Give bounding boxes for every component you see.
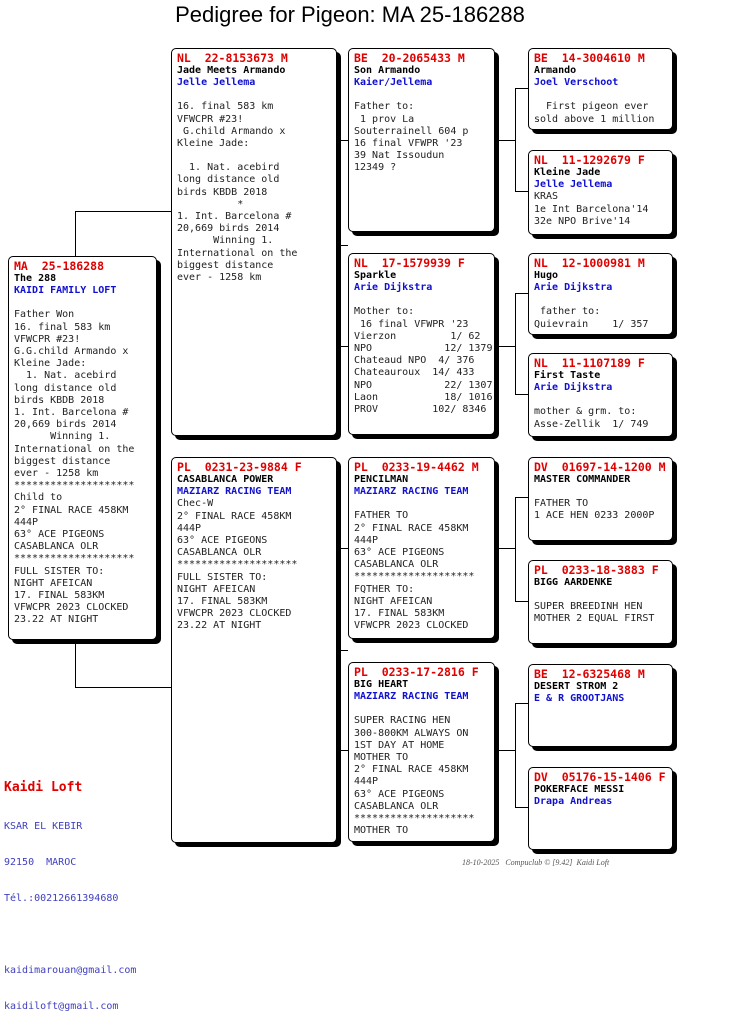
connector-line xyxy=(515,88,528,89)
owner-name: Arie Dijkstra xyxy=(354,282,433,294)
connector-line xyxy=(496,548,515,549)
pigeon-card-sire-sire-sire[interactable] xyxy=(528,48,673,130)
note-line: Mother to: xyxy=(354,306,415,318)
note-line: 16. final 583 km xyxy=(177,101,274,113)
note-line: 20,669 birds 2014 xyxy=(14,419,117,431)
note-line: birds KBDB 2018 xyxy=(14,394,105,406)
note-line: NIGHT AFEICAN xyxy=(14,577,93,589)
note-line: 23.22 AT NIGHT xyxy=(14,614,99,626)
note-line: 1 ACE HEN 0233 2000P xyxy=(534,510,655,522)
email-link[interactable]: kaidiloft@gmail.com xyxy=(4,1001,119,1012)
note-line: ever - 1258 km xyxy=(14,468,99,480)
ring-number: NL 12-1000981 M xyxy=(534,256,645,270)
note-line: 2° FINAL RACE 458KM xyxy=(14,504,129,516)
pigeon-card-sire-dam[interactable] xyxy=(348,253,495,435)
note-line xyxy=(354,294,489,306)
note-line: ******************** xyxy=(14,480,135,492)
note-line: ******************** xyxy=(354,571,475,583)
note-line: 1 prov La xyxy=(354,113,415,125)
note-line: MOTHER 2 EQUAL FIRST xyxy=(534,613,655,625)
note-line: Kleine Jade: xyxy=(14,358,87,370)
owner-name: MAZIARZ RACING TEAM xyxy=(354,691,469,703)
note-line: Chateaud NPO 4/ 376 xyxy=(354,355,475,367)
owner-name: Joel Verschoot xyxy=(534,77,619,89)
connector-line xyxy=(515,293,516,394)
note-line: G.G.child Armando x xyxy=(14,346,129,358)
connector-line xyxy=(75,211,172,212)
note-line: 2° FINAL RACE 458KM xyxy=(354,522,469,534)
note-line: Vierzon 1/ 62 xyxy=(354,330,481,342)
note-line: Quievrain 1/ 357 xyxy=(534,318,649,330)
note-line: Laon 18/ 1016 xyxy=(354,391,493,403)
note-line: 12349 ? xyxy=(354,162,397,174)
note-line: Asse-Zellik 1/ 749 xyxy=(534,418,649,430)
ring-number: PL 0233-17-2816 F xyxy=(354,665,479,679)
pigeon-name: BIG HEART xyxy=(354,679,409,690)
ring-number: MA 25-186288 xyxy=(14,259,105,273)
note-line: birds KBDB 2018 xyxy=(177,186,268,198)
note-line: long distance old xyxy=(177,174,280,186)
note-line: 17. FINAL 583KM xyxy=(14,590,105,602)
ring-number: NL 11-1292679 F xyxy=(534,153,645,167)
note-line: 23.22 AT NIGHT xyxy=(177,620,262,632)
connector-line xyxy=(496,140,515,141)
note-line: 2° FINAL RACE 458KM xyxy=(354,764,469,776)
connector-line xyxy=(515,703,516,807)
note-line xyxy=(177,150,331,162)
note-line: CASABLANCA OLR xyxy=(14,541,99,553)
pigeon-name: Armando xyxy=(534,65,577,76)
note-line xyxy=(534,394,667,406)
address-spacer xyxy=(4,929,136,941)
note-line: CASABLANCA OLR xyxy=(354,800,439,812)
owner-name: Jelle Jellema xyxy=(534,179,613,191)
connector-line xyxy=(515,497,516,601)
owner-name: Arie Dijkstra xyxy=(534,282,613,294)
note-line: VFWCPR 2023 CLOCKED xyxy=(354,620,469,632)
pigeon-name: Hugo xyxy=(534,270,559,281)
pigeon-name: MASTER COMMANDER xyxy=(534,474,631,485)
connector-line xyxy=(515,394,528,395)
connector-line xyxy=(75,687,172,688)
email-link[interactable]: kaidimarouan@gmail.com xyxy=(4,965,137,976)
note-line: MOTHER TO xyxy=(354,752,409,764)
note-line: CASABLANCA OLR xyxy=(177,547,262,559)
note-line: ******************** xyxy=(354,813,475,825)
note-line: 16. final 583 km xyxy=(14,321,111,333)
note-line: biggest distance xyxy=(14,455,111,467)
note-line: MOTHER TO xyxy=(354,825,409,837)
note-line xyxy=(534,294,667,306)
note-line: G.child Armando x xyxy=(177,125,286,137)
note-line: Father Won xyxy=(14,309,75,321)
address-line: 92150 MAROC xyxy=(4,857,77,868)
note-line: CASABLANCA OLR xyxy=(354,559,439,571)
note-line: 1. Nat. acebird xyxy=(14,370,117,382)
pigeon-name: DESERT STROM 2 xyxy=(534,681,619,692)
ring-number: NL 22-8153673 M xyxy=(177,51,288,65)
note-line: FATHER TO xyxy=(354,510,409,522)
breeder-address xyxy=(4,797,136,1025)
note-line: biggest distance xyxy=(177,259,274,271)
note-line: 444P xyxy=(14,516,39,528)
pigeon-card-sire[interactable] xyxy=(171,48,337,436)
owner-name: MAZIARZ RACING TEAM xyxy=(354,486,469,498)
note-line: * xyxy=(177,198,244,210)
note-line: VFWCPR #23! xyxy=(177,113,244,125)
note-line: Winning 1. xyxy=(14,431,111,443)
note-line: VFWCPR #23! xyxy=(14,333,81,345)
note-line: 17. FINAL 583KM xyxy=(177,596,268,608)
note-line: 1. Nat. acebird xyxy=(177,162,280,174)
pigeon-card-dam-dam[interactable] xyxy=(348,662,495,842)
owner-name: Jelle Jellema xyxy=(177,77,256,89)
pigeon-card-dam-sire-dam[interactable] xyxy=(528,560,673,644)
note-line: FQTHER TO: xyxy=(354,583,415,595)
pigeon-card-dam[interactable] xyxy=(171,457,337,843)
ring-number: PL 0231-23-9884 F xyxy=(177,460,302,474)
note-line: ever - 1258 km xyxy=(177,272,262,284)
note-line: International on the xyxy=(177,247,298,259)
pigeon-card-sire-dam-dam[interactable] xyxy=(528,353,673,437)
note-line: sold above 1 million xyxy=(534,113,655,125)
pigeon-name: The 288 xyxy=(14,273,57,284)
note-line: ******************** xyxy=(14,553,135,565)
owner-name: MAZIARZ RACING TEAM xyxy=(177,486,292,498)
pigeon-name: CASABLANCA POWER xyxy=(177,474,274,485)
pigeon-card-dam-dam-dam[interactable] xyxy=(528,767,673,850)
connector-line xyxy=(515,88,516,191)
ring-number: DV 01697-14-1200 M xyxy=(534,460,666,474)
note-line: 1. Int. Barcelona # xyxy=(14,407,129,419)
note-line: 1. Int. Barcelona # xyxy=(177,211,292,223)
note-line: mother & grm. to: xyxy=(534,406,637,418)
owner-name: Kaier/Jellema xyxy=(354,77,433,89)
owner-name: Drapa Andreas xyxy=(534,796,613,808)
note-line: NIGHT AFEICAN xyxy=(177,583,256,595)
connector-line xyxy=(496,750,515,751)
owner-name: Arie Dijkstra xyxy=(534,382,613,394)
note-line: Winning 1. xyxy=(177,235,274,247)
note-line: International on the xyxy=(14,443,135,455)
pigeon-card-sire-sire-dam[interactable] xyxy=(528,150,673,235)
note-line: First pigeon ever xyxy=(534,101,649,113)
note-line: 32e NPO Brive'14 xyxy=(534,215,631,227)
connector-line xyxy=(515,807,528,808)
note-line xyxy=(14,297,151,309)
owner-name: KAIDI FAMILY LOFT xyxy=(14,285,117,297)
pigeon-name: Son Armando xyxy=(354,65,421,76)
connector-line xyxy=(515,497,528,498)
note-line: 300-800KM ALWAYS ON xyxy=(354,727,469,739)
pigeon-card-sire-sire[interactable] xyxy=(348,48,495,232)
ring-number: PL 0233-19-4462 M xyxy=(354,460,479,474)
pigeon-name: Jade Meets Armando xyxy=(177,65,286,76)
note-line: 444P xyxy=(177,522,202,534)
note-line: NIGHT AFEICAN xyxy=(354,595,433,607)
note-line xyxy=(534,589,667,601)
note-line xyxy=(177,89,331,101)
note-line: ******************** xyxy=(177,559,298,571)
ring-number: NL 17-1579939 F xyxy=(354,256,465,270)
note-line: 63° ACE PIGEONS xyxy=(354,788,445,800)
pigeon-card-dam-dam-sire[interactable] xyxy=(528,664,673,747)
ring-number: NL 11-1107189 F xyxy=(534,356,645,370)
note-line: 444P xyxy=(354,534,379,546)
note-line: SUPER RACING HEN xyxy=(354,715,451,727)
note-line xyxy=(534,89,667,101)
ring-number: BE 20-2065433 M xyxy=(354,51,465,65)
note-line xyxy=(354,89,489,101)
pigeon-name: BIGG AARDENKE xyxy=(534,577,613,588)
note-line: Chec-W xyxy=(177,498,214,510)
note-line: 63° ACE PIGEONS xyxy=(14,529,105,541)
note-line: 20,669 birds 2014 xyxy=(177,223,280,235)
ring-number: DV 05176-15-1406 F xyxy=(534,770,666,784)
note-line: SUPER BREEDINH HEN xyxy=(534,601,643,613)
note-line: 1ST DAY AT HOME xyxy=(354,739,445,751)
pigeon-name: PENCILMAN xyxy=(354,474,409,485)
breeder-name: Kaidi Loft xyxy=(4,780,83,795)
pigeon-name: First Taste xyxy=(534,370,601,381)
ring-number: BE 14-3004610 M xyxy=(534,51,645,65)
address-line: KSAR EL KEBIR xyxy=(4,821,83,832)
pigeon-card-sire-dam-sire[interactable] xyxy=(528,253,673,335)
note-line: 39 Nat Issoudun xyxy=(354,150,445,162)
note-line: 444P xyxy=(354,776,379,788)
note-line: 17. FINAL 583KM xyxy=(354,608,445,620)
note-line: long distance old xyxy=(14,382,117,394)
note-line: 16 final VFWPR '23 xyxy=(354,318,469,330)
note-line: FULL SISTER TO: xyxy=(177,571,268,583)
ring-number: PL 0233-18-3883 F xyxy=(534,563,659,577)
note-line xyxy=(354,498,489,510)
pigeon-name: POKERFACE MESSI xyxy=(534,784,625,795)
connector-line xyxy=(496,346,515,347)
note-line: NPO 22/ 1307 xyxy=(354,379,493,391)
note-line: 16 final VFWPR '23 xyxy=(354,138,463,150)
note-line: Father to: xyxy=(354,101,415,113)
connector-line xyxy=(75,640,76,687)
note-line: Kleine Jade: xyxy=(177,138,250,150)
connector-line xyxy=(515,703,528,704)
page-title: Pedigree for Pigeon: MA 25-186288 xyxy=(175,2,525,27)
note-line xyxy=(354,703,489,715)
owner-name: E & R GROOTJANS xyxy=(534,693,625,705)
note-line: 2° FINAL RACE 458KM xyxy=(177,510,292,522)
note-line: PROV 102/ 8346 xyxy=(354,404,487,416)
connector-line xyxy=(75,211,76,256)
connector-line xyxy=(515,293,528,294)
note-line: Child to xyxy=(14,492,63,504)
note-line xyxy=(534,486,667,498)
connector-line xyxy=(515,601,528,602)
note-line: FULL SISTER TO: xyxy=(14,565,105,577)
pigeon-name: Kleine Jade xyxy=(534,167,601,178)
pigeon-name: Sparkle xyxy=(354,270,397,281)
note-line: VFWCPR 2023 CLOCKED xyxy=(177,608,292,620)
note-line: KRAS xyxy=(534,191,559,203)
phone-line: Tél.:00212661394680 xyxy=(4,893,119,904)
note-line: 63° ACE PIGEONS xyxy=(354,547,445,559)
note-line: FATHER TO xyxy=(534,498,589,510)
ring-number: BE 12-6325468 M xyxy=(534,667,645,681)
note-line: NPO 12/ 1379 xyxy=(354,343,493,355)
note-line: Chateauroux 14/ 433 xyxy=(354,367,475,379)
note-line: VFWCPR 2023 CLOCKED xyxy=(14,602,129,614)
note-line: 63° ACE PIGEONS xyxy=(177,535,268,547)
pigeon-card-subject[interactable] xyxy=(8,256,157,640)
pigeon-card-dam-sire-sire[interactable] xyxy=(528,457,673,541)
pigeon-card-dam-sire[interactable] xyxy=(348,457,495,639)
connector-line xyxy=(515,191,528,192)
footer-credit: 18-10-2025 Compuclub © [9.42] Kaidi Loft xyxy=(462,858,610,867)
note-line: father to: xyxy=(534,306,601,318)
note-line: 1e Int Barcelona'14 xyxy=(534,203,649,215)
note-line: Souterrainell 604 p xyxy=(354,125,469,137)
